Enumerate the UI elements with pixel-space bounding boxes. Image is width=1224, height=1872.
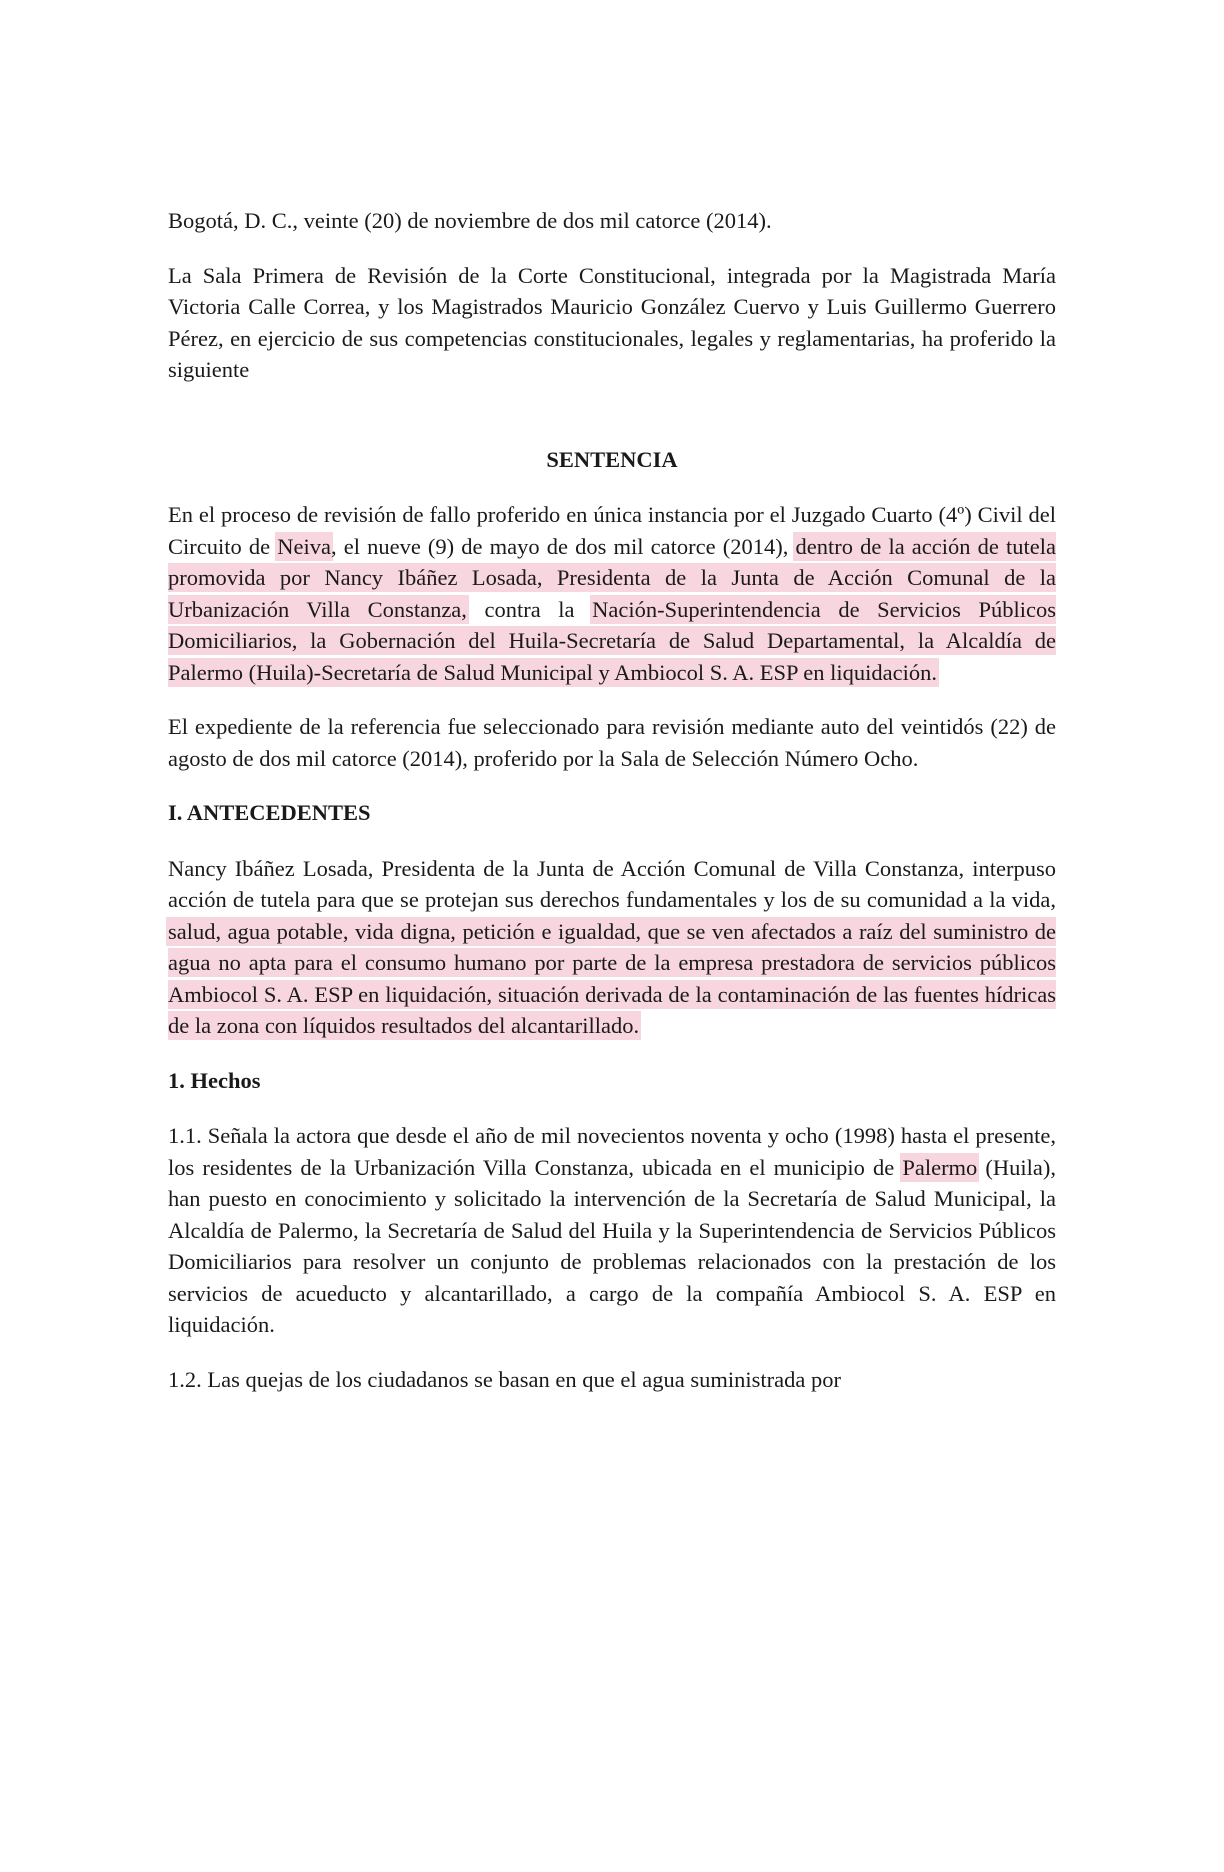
highlight-place-palermo: Palermo (902, 1154, 978, 1180)
process-text-start: En el proceso de revisión de fallo proferido en única instancia por el Juzgado Cuarto (4º) Civil del Circuito de (168, 502, 1056, 559)
paragraph-fact-1-2: 1.2. Las quejas de los ciudadanos se basan en que el agua suministrada por (168, 1366, 841, 1392)
fact-1-1-text-end: (Huila), han puesto en conocimiento y solicitado la intervención de la Secretaría de Salud Municipal, la Alcaldía de Palermo, la Secretaría de Salud del Huila y la Superintendencia de Servicios Públicos Domiciliarios para resolver un conjunto de problemas relacionados con la prestación de los servicios de acueducto y alcantarillado, a cargo de la compañía Ambiocol S. A. ESP en liquidación. (168, 1154, 1056, 1337)
process-text-contra: contra la (466, 596, 593, 622)
highlight-place-neiva: Neiva (277, 533, 331, 559)
highlight-defendants: Nación-Superintendencia de Servicios Públicos Domiciliarios, la Gobernación del Huila-Secretaría de Salud Departamental, la Alcaldía de Palermo (Huila)-Secretaría de Salud Municipal y Ambiocol S. A. ESP en liquidación. (168, 596, 1056, 685)
intro-paragraph: La Sala Primera de Revisión de la Corte Constitucional, integrada por la Magistrada María Victoria Calle Correa, y los Magistrados Mauricio González Cuervo y Luis Guillermo Guerrero Pérez, en ejercicio de sus competencias constitucionales, legales y reglamentarias, ha proferido la siguiente (168, 262, 1056, 382)
date-line: Bogotá, D. C., veinte (20) de noviembre de dos mil catorce (2014). (168, 208, 772, 233)
paragraph-selection: El expediente de la referencia fue seleccionado para revisión mediante auto del veintidós (22) de agosto de dos mil catorce (2014), proferido por la Sala de Selección Número Ocho. (168, 714, 1056, 771)
paragraph-process (168, 499, 1056, 688)
section-antecedentes: I. ANTECEDENTES (168, 800, 371, 825)
paragraph-fact-1-1 (168, 1120, 1056, 1341)
paragraph-tutela (168, 853, 1056, 1042)
document-page (168, 205, 1056, 1418)
process-text-date: , el nueve (9) de mayo de dos mil catorce (2014), (330, 533, 796, 559)
section-hechos: 1. Hechos (168, 1067, 261, 1093)
document-title: SENTENCIA (546, 446, 678, 472)
tutela-text-start: Nancy Ibáñez Losada, Presidenta de la Junta de Acción Comunal de Villa Constanza, interpuso acción de tutela para que se protejan sus derechos fundamentales y los de su comunidad a la vida, (168, 855, 1056, 912)
highlight-plaintiff: dentro de la acción de tutela promovida por Nancy Ibáñez Losada, Presidenta de la Junta de Acción Comunal de la Urbanización Villa Constanza, (168, 533, 1056, 622)
highlight-rights: salud, agua potable, vida digna, petición e igualdad, que se ven afectados a raíz del suministro de agua no apta para el consumo humano por parte de la empresa prestadora de servicios públicos Ambiocol S. A. ESP en liquidación, situación derivada de la contaminación de las fuentes hídricas de la zona con líquidos resultados del alcantarillado. (168, 918, 1056, 1038)
fact-1-1-text-start: 1.1. Señala la actora que desde el año de mil novecientos noventa y ocho (1998) hasta el presente, los residentes de la Urbanización Villa Constanza, ubicada en el municipio de (168, 1123, 1056, 1180)
